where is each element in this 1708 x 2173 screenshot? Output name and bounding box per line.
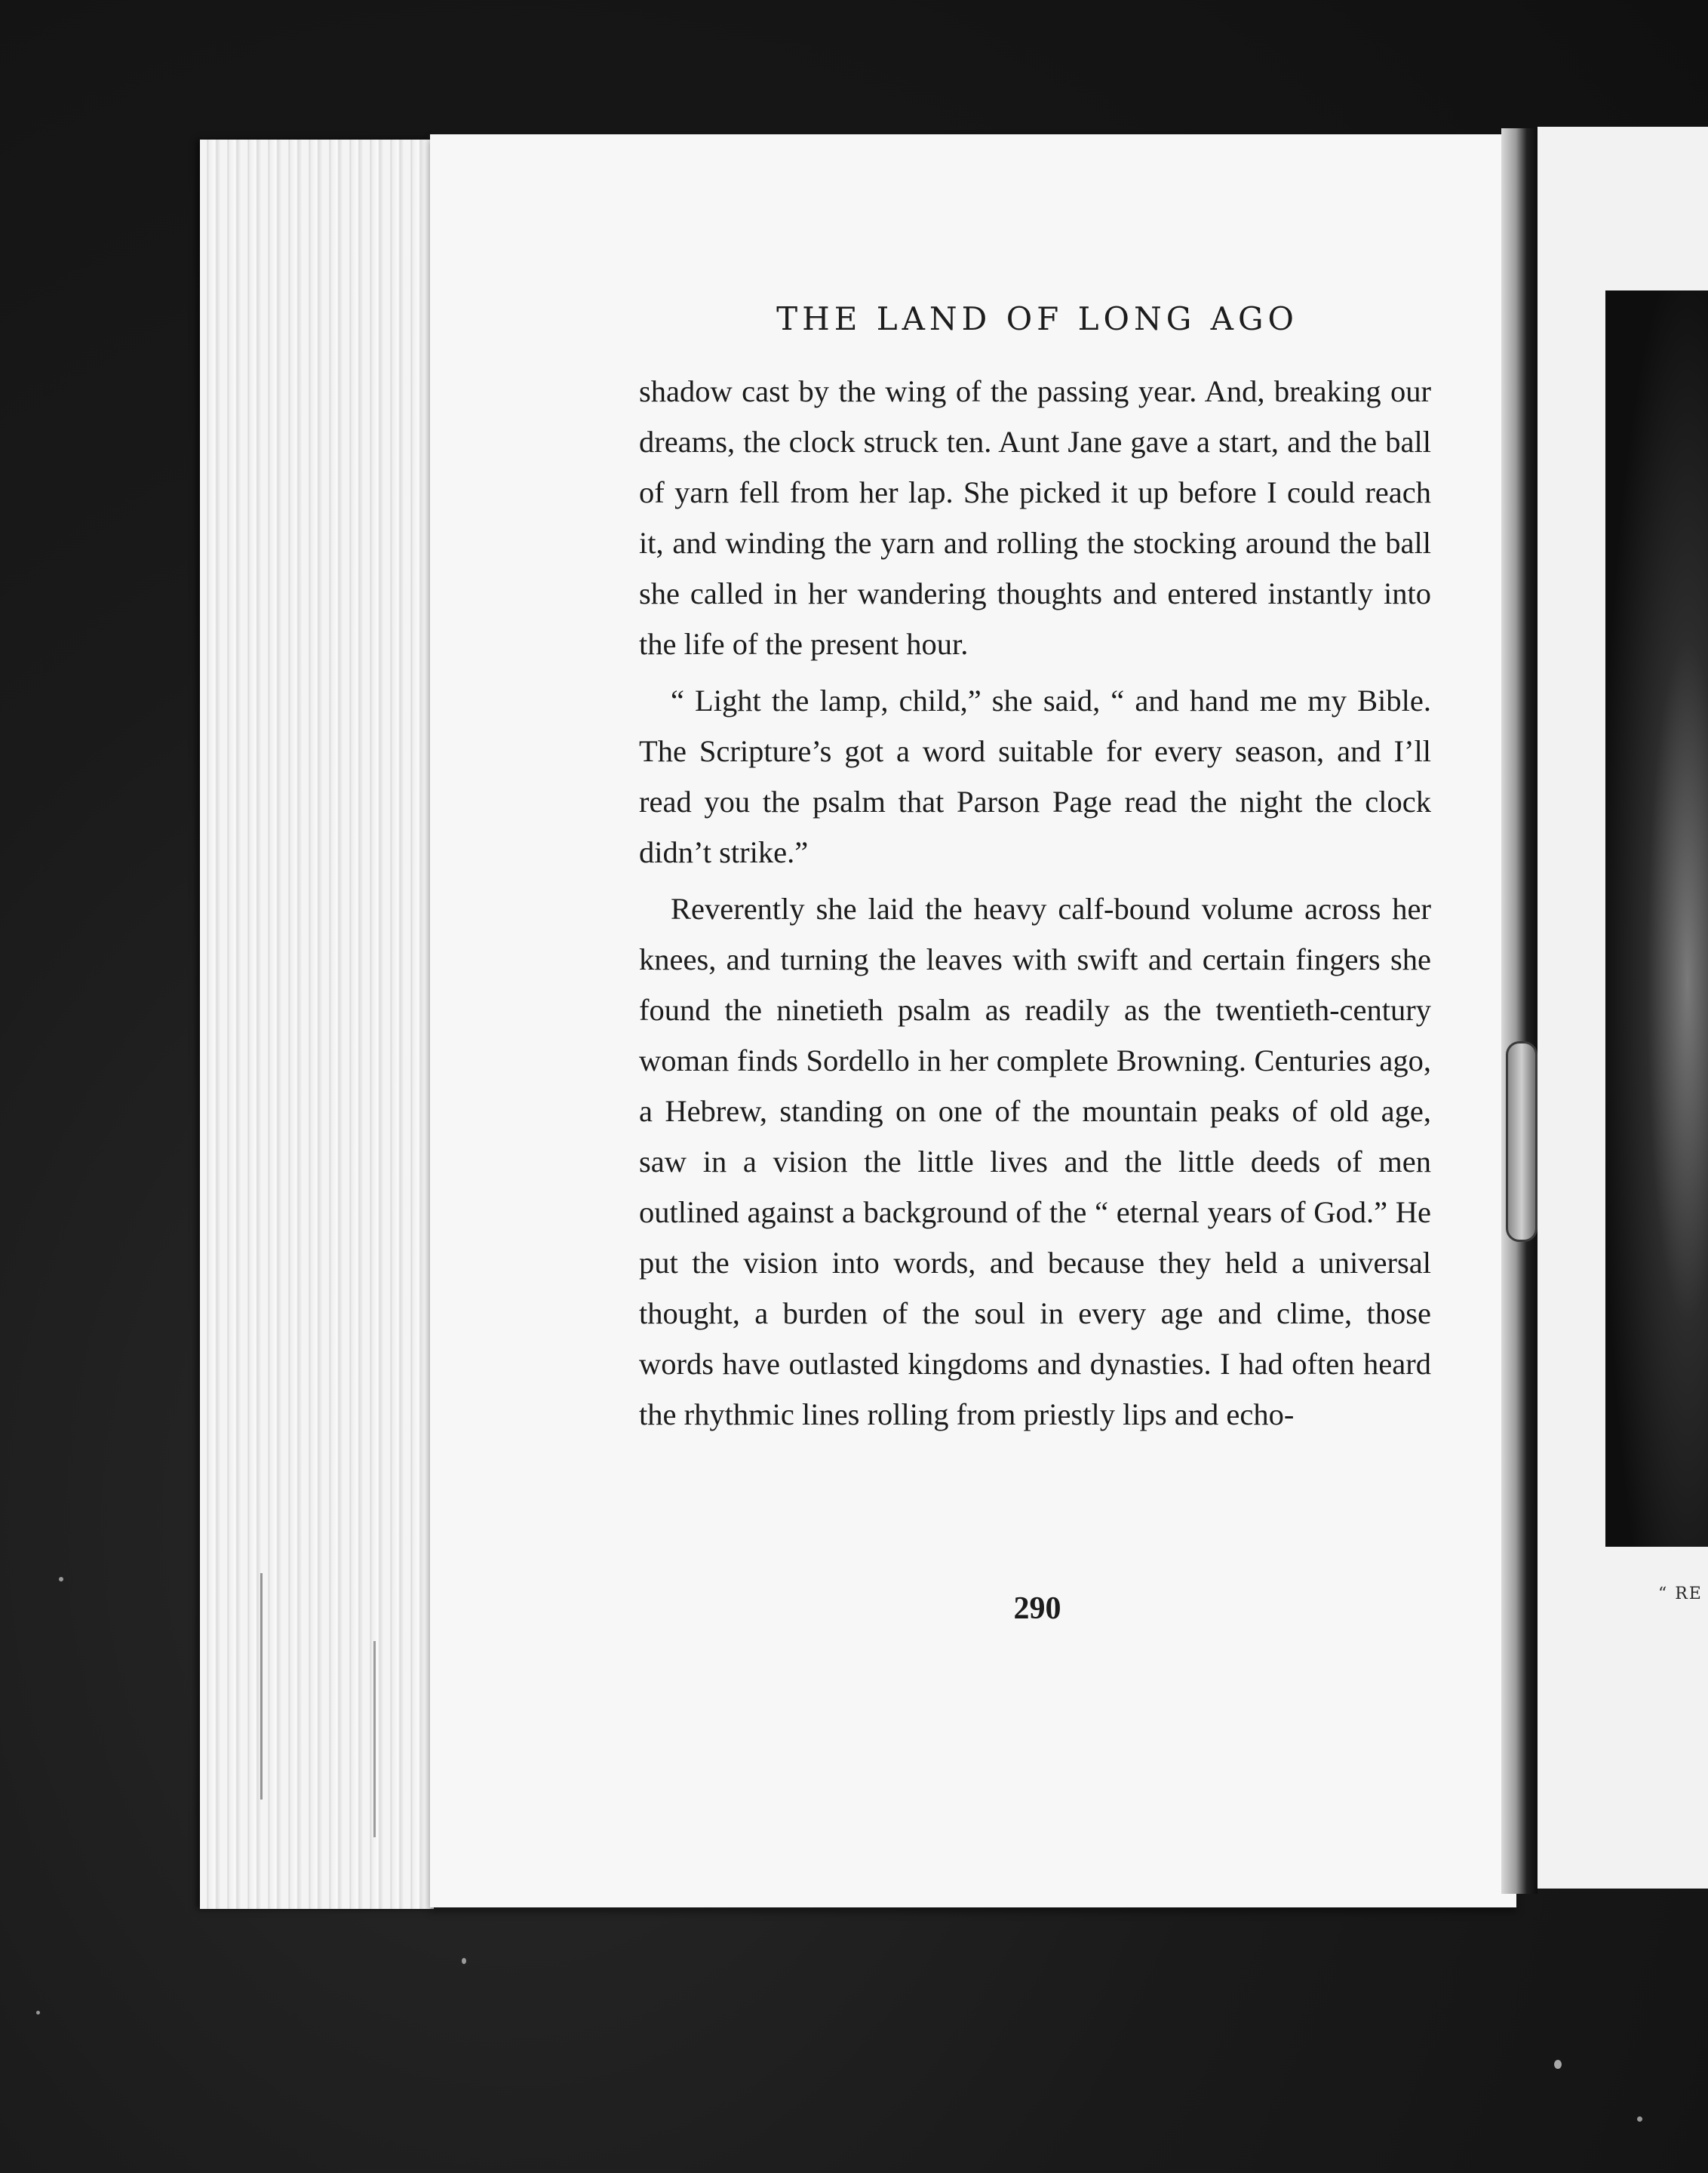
page-number: 290 xyxy=(1013,1591,1061,1626)
plate-caption: “ RE xyxy=(1658,1584,1703,1603)
binding-stitch xyxy=(1506,1041,1538,1242)
paragraph: “ Light the lamp, child,” she said, “ and hand me my Bible. The Scripture’s got a word suitable for every season, and I’ll read you the psalm that Parson Page read the night the clock didn’t strike.” xyxy=(639,684,1431,869)
dust-speck xyxy=(36,2011,40,2015)
paragraph: Reverently she laid the heavy calf-bound volume across her knees, and turning the leaves with swift and certain fingers she found the ninetieth psalm as readily as the twentieth-century woman finds Sordello in her complete Browning. Centuries ago, a Hebrew, standing on one of the mountain peaks of old age, saw in a vision the little lives and the little deeds of men outlined against a background of the “ eternal years of God.” He put the vision into words, and because they held a universal thought, a burden of the soul in every age and clime, those words have outlasted kingdoms and dynasties. I had often heard the rhythmic lines rolling from priestly lips and echo- xyxy=(639,892,1431,1431)
page-edges xyxy=(200,140,434,1909)
book-gutter xyxy=(1501,128,1538,1894)
dust-speck xyxy=(462,1958,466,1964)
facing-plate-image xyxy=(1605,290,1708,1547)
dust-speck xyxy=(1637,2116,1642,2122)
body-text xyxy=(639,366,1431,1446)
dust-speck xyxy=(59,1577,63,1581)
paragraph: shadow cast by the wing of the passing year. And, breaking our dreams, the clock struck ten. Aunt Jane gave a start, and the ball of yarn fell from her lap. She picked it up before I could reach it, and winding the yarn and rolling the stocking around the ball she called in her wandering thoughts and entered instantly into the life of the present hour. xyxy=(639,374,1431,661)
dust-speck xyxy=(1554,2060,1562,2069)
running-head: THE LAND OF LONG AGO xyxy=(776,300,1298,337)
